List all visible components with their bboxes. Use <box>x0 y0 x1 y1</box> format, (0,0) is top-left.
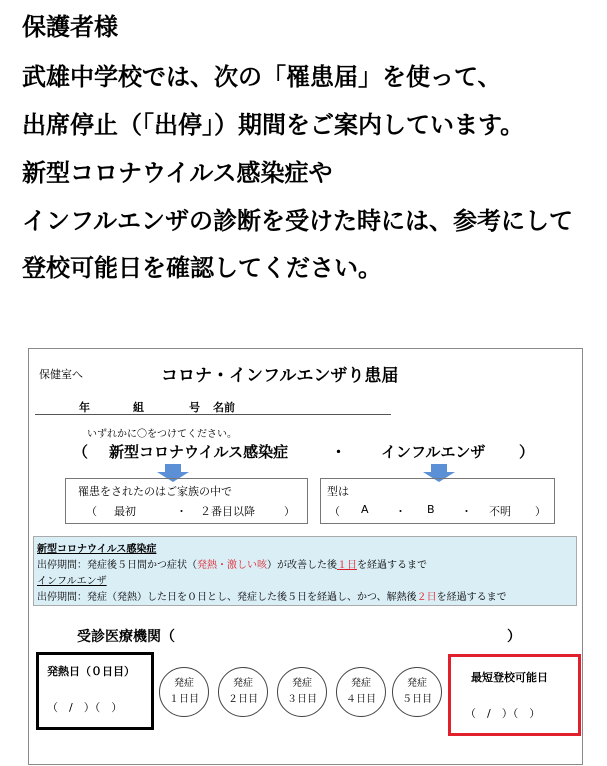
instruction-text: いずれかに〇をつけてください。 <box>87 429 237 440</box>
covid-symptoms: 発熱・激しい咳 <box>197 560 267 571</box>
flu-info-text <box>37 588 507 603</box>
header-line-2: 武雄中学校では、次の「罹患届」を使って、 <box>22 63 502 91</box>
arrow-flu-shaft <box>431 464 447 472</box>
fever-onset-label: 発熱日（０日目） <box>47 665 135 678</box>
covid-text-part-3: を経過するまで <box>357 560 427 571</box>
family-order-box <box>65 478 308 524</box>
earliest-return-box <box>448 654 581 736</box>
covid-text-part-2: ）が改善した後 <box>267 560 337 571</box>
day-circle-4 <box>336 667 386 717</box>
day-5-top: 発症 <box>407 678 427 689</box>
day-1-bottom: １日目 <box>169 694 199 705</box>
form-recipient: 保健室へ <box>39 368 83 381</box>
option-type-a[interactable]: A <box>361 503 369 516</box>
day-4-bottom: ４日目 <box>346 694 376 705</box>
family-order-label: 罹患をされたのはご家族の中で <box>78 485 232 498</box>
day-5-bottom: ５日目 <box>402 694 432 705</box>
option-second-or-later[interactable]: ２番目以降 <box>200 505 255 518</box>
day-1-top: 発症 <box>174 678 194 689</box>
flu-type-label: 型は <box>327 485 349 498</box>
type-separator-1: ・ <box>395 505 406 518</box>
day-2-top: 発症 <box>233 678 253 689</box>
label-class: 組 <box>133 401 144 414</box>
fever-onset-box <box>36 652 154 730</box>
clinic-label: 受診医療機関（ <box>77 629 175 645</box>
header-line-4: 新型コロナウイルス感染症や <box>22 159 333 187</box>
header-line-1: 保護者様 <box>22 13 118 41</box>
family-open-paren: （ <box>86 505 97 518</box>
options-close-paren: ） <box>519 443 535 461</box>
header-line-3: 出席停止（「出停」）期間をご案内しています。 <box>22 111 525 139</box>
earliest-return-label: 最短登校可能日 <box>471 671 548 684</box>
header-line-5: インフルエンザの診断を受けた時には、参考にして <box>22 207 574 235</box>
student-underline <box>35 414 391 415</box>
option-covid[interactable]: 新型コロナウイルス感染症 <box>109 443 289 461</box>
day-3-top: 発症 <box>292 678 312 689</box>
exclusion-period-info <box>33 536 577 606</box>
day-2-bottom: ２日目 <box>228 694 258 705</box>
covid-days: １日 <box>337 560 357 571</box>
day-4-top: 発症 <box>351 678 371 689</box>
label-name: 名前 <box>213 401 235 414</box>
family-close-paren: ） <box>284 505 295 518</box>
form-title: コロナ・インフルエンザり患届 <box>161 366 399 386</box>
day-circle-5 <box>392 667 442 717</box>
type-close-paren: ） <box>535 505 546 518</box>
day-circle-2 <box>218 667 268 717</box>
clinic-close-paren: ） <box>507 629 521 645</box>
flu-type-box <box>320 478 555 524</box>
flu-info-title: インフルエンザ <box>37 576 107 587</box>
options-separator: ・ <box>331 443 347 461</box>
option-first[interactable]: 最初 <box>114 505 136 518</box>
type-open-paren: （ <box>329 505 340 518</box>
flu-days: ２日 <box>416 592 437 603</box>
covid-info-title: 新型コロナウイルス感染症 <box>37 544 157 555</box>
option-type-unknown[interactable]: 不明 <box>489 505 511 518</box>
type-separator-2: ・ <box>461 505 472 518</box>
day-circle-1 <box>159 667 209 717</box>
covid-text-part-1: 出停期間：発症後５日間かつ症状（ <box>37 560 197 571</box>
arrow-covid-shaft <box>165 464 181 472</box>
day-circle-3 <box>277 667 327 717</box>
label-year: 年 <box>79 401 90 414</box>
options-open-paren: （ <box>73 443 89 461</box>
flu-text-part-2: を経過するまで <box>436 592 507 603</box>
label-number: 号 <box>189 401 200 414</box>
illness-report-form <box>28 348 583 765</box>
earliest-return-date[interactable]: （ / ）（ ） <box>465 707 541 720</box>
covid-info-text <box>37 556 427 571</box>
flu-text-part-1: 出停期間：発症（発熱）した日を０日とし、発症した後５日を経過し、かつ、解熱後 <box>37 592 417 603</box>
family-separator: ・ <box>176 505 187 518</box>
day-3-bottom: ３日目 <box>287 694 317 705</box>
fever-onset-date[interactable]: （ / ）（ ） <box>47 701 123 714</box>
option-influenza[interactable]: インフルエンザ <box>381 443 486 461</box>
option-type-b[interactable]: B <box>427 503 435 516</box>
header-line-6: 登校可能日を確認してください。 <box>22 254 382 282</box>
